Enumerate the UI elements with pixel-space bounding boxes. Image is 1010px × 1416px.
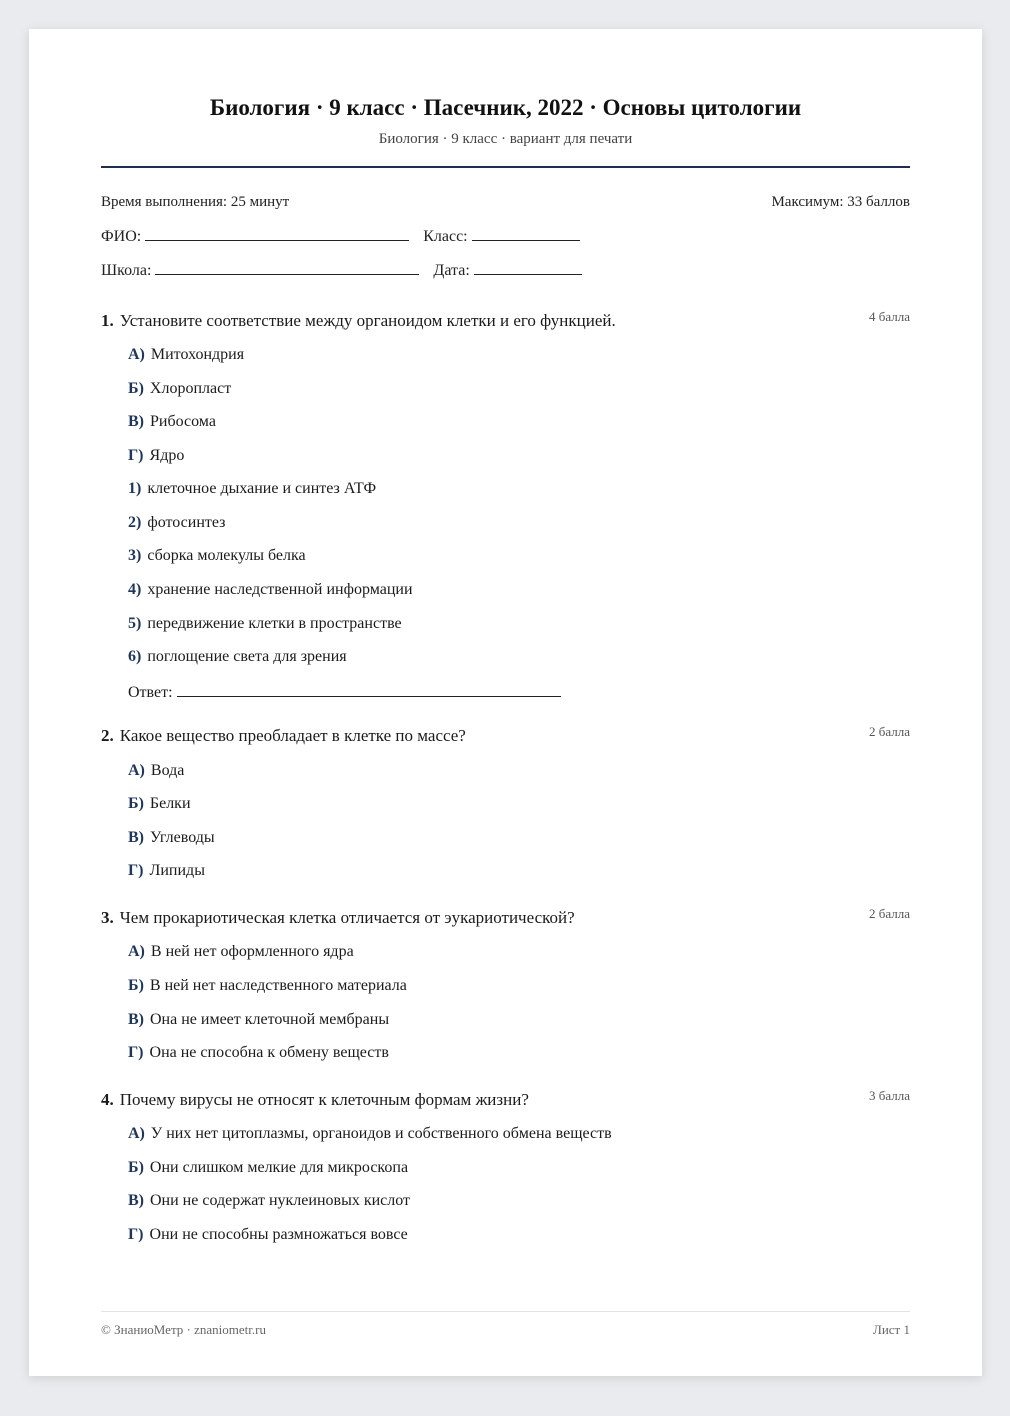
- option-label: В): [128, 413, 144, 430]
- option-a[interactable]: [128, 346, 244, 364]
- time-limit: Время выполнения: 25 минут: [101, 194, 290, 210]
- option-b[interactable]: [128, 977, 407, 995]
- option-label: 2): [128, 514, 142, 531]
- option-text: Они не содержат нуклеиновых кислот: [150, 1192, 411, 1209]
- option-text: Вода: [150, 762, 185, 779]
- option-5[interactable]: [128, 615, 402, 633]
- question-number: 1.: [101, 311, 114, 330]
- option-label: 5): [128, 615, 142, 632]
- question-header: [101, 1090, 910, 1110]
- option-label: А): [128, 762, 145, 779]
- footer-page-number: Лист 1: [873, 1322, 910, 1337]
- option-label: В): [128, 1011, 144, 1028]
- question-points: 4 балла: [869, 309, 910, 324]
- option-label: Г): [128, 447, 144, 464]
- option-b[interactable]: [128, 380, 231, 398]
- option-label: 6): [128, 648, 142, 665]
- question-number: 2.: [101, 726, 114, 745]
- option-text: Хлоропласт: [149, 380, 232, 397]
- option-text: Белки: [149, 795, 191, 812]
- fio-field[interactable]: [145, 226, 409, 241]
- school-label: Школа:: [101, 262, 152, 279]
- option-text: В ней нет наследственного материала: [149, 977, 407, 994]
- option-label: 3): [128, 547, 142, 564]
- option-text: Углеводы: [150, 829, 215, 846]
- option-b[interactable]: [128, 795, 191, 813]
- page-title: Биология · 9 класс · Пасечник, 2022 · Основы цитологии: [209, 95, 802, 120]
- option-text: Она не имеет клеточной мембраны: [150, 1011, 390, 1028]
- option-text: Рибосома: [150, 413, 216, 430]
- fio-class-row: [101, 226, 580, 246]
- answer-label: Ответ:: [128, 684, 173, 701]
- option-g[interactable]: [128, 447, 184, 465]
- option-text: У них нет цитоплазмы, органоидов и собственного обмена веществ: [150, 1125, 612, 1142]
- class-field[interactable]: [472, 226, 580, 241]
- header-divider: [101, 166, 910, 168]
- option-b[interactable]: [128, 1159, 408, 1177]
- option-label: 4): [128, 581, 142, 598]
- option-2[interactable]: [128, 514, 226, 532]
- option-text: передвижение клетки в пространстве: [147, 615, 402, 632]
- question-1: [101, 309, 910, 701]
- option-6[interactable]: [128, 648, 347, 666]
- option-text: В ней нет оформленного ядра: [150, 943, 354, 960]
- option-g[interactable]: [128, 862, 205, 880]
- max-score: Максимум: 33 баллов: [771, 194, 910, 210]
- question-text: Установите соответствие между органоидом клетки и его функцией.: [119, 311, 616, 330]
- fio-label: ФИО:: [101, 228, 142, 245]
- answer-field[interactable]: [177, 682, 561, 697]
- option-4[interactable]: [128, 581, 413, 599]
- option-a[interactable]: [128, 943, 354, 961]
- option-v[interactable]: [128, 829, 215, 847]
- question-points: 2 балла: [869, 906, 910, 921]
- question-header: [101, 311, 910, 331]
- question-text: Почему вирусы не относят к клеточным формам жизни?: [119, 1090, 529, 1109]
- question-header: [101, 908, 910, 928]
- option-text: поглощение света для зрения: [147, 648, 347, 665]
- question-3: [101, 906, 910, 1061]
- date-field[interactable]: [474, 260, 582, 275]
- worksheet-page: [29, 29, 982, 1376]
- option-label: Г): [128, 862, 144, 879]
- date-label: Дата:: [433, 262, 470, 279]
- question-number: 4.: [101, 1090, 114, 1109]
- answer-row: [128, 682, 561, 702]
- option-text: Они не способны размножаться вовсе: [149, 1226, 408, 1243]
- question-points: 3 балла: [869, 1088, 910, 1103]
- option-v[interactable]: [128, 1011, 389, 1029]
- option-label: В): [128, 1192, 144, 1209]
- option-a[interactable]: [128, 1125, 612, 1143]
- option-label: Б): [128, 977, 144, 994]
- question-number: 3.: [101, 908, 114, 927]
- option-label: В): [128, 829, 144, 846]
- option-label: А): [128, 346, 145, 363]
- question-4: [101, 1088, 910, 1243]
- option-text: клеточное дыхание и синтез АТФ: [147, 480, 377, 497]
- question-header: [101, 726, 910, 746]
- option-label: А): [128, 1125, 145, 1142]
- option-text: фотосинтез: [147, 514, 226, 531]
- option-label: Г): [128, 1044, 144, 1061]
- option-v[interactable]: [128, 1192, 410, 1210]
- option-g[interactable]: [128, 1226, 408, 1244]
- option-label: 1): [128, 480, 142, 497]
- question-text: Чем прокариотическая клетка отличается от эукариотической?: [119, 908, 575, 927]
- option-text: Ядро: [149, 447, 185, 464]
- option-label: Б): [128, 795, 144, 812]
- option-label: Б): [128, 380, 144, 397]
- option-a[interactable]: [128, 762, 184, 780]
- question-text: Какое вещество преобладает в клетке по массе?: [119, 726, 466, 745]
- question-2: [101, 724, 910, 879]
- option-text: Митохондрия: [150, 346, 245, 363]
- option-v[interactable]: [128, 413, 216, 431]
- option-g[interactable]: [128, 1044, 389, 1062]
- option-3[interactable]: [128, 547, 306, 565]
- class-label: Класс:: [423, 228, 468, 245]
- option-label: А): [128, 943, 145, 960]
- question-points: 2 балла: [869, 724, 910, 739]
- option-text: Липиды: [149, 862, 205, 879]
- option-text: Они слишком мелкие для микроскопа: [149, 1159, 409, 1176]
- school-date-row: [101, 260, 582, 280]
- footer-divider: [101, 1311, 910, 1312]
- option-text: Она не способна к обмену веществ: [149, 1044, 389, 1061]
- option-label: Б): [128, 1159, 144, 1176]
- page-subtitle: Биология · 9 класс · вариант для печати: [378, 131, 633, 147]
- option-label: Г): [128, 1226, 144, 1243]
- school-field[interactable]: [155, 260, 419, 275]
- option-text: хранение наследственной информации: [147, 581, 413, 598]
- option-1[interactable]: [128, 480, 376, 498]
- option-text: сборка молекулы белка: [147, 547, 306, 564]
- footer-copyright: © ЗнаниоМетр · znaniometr.ru: [101, 1322, 266, 1337]
